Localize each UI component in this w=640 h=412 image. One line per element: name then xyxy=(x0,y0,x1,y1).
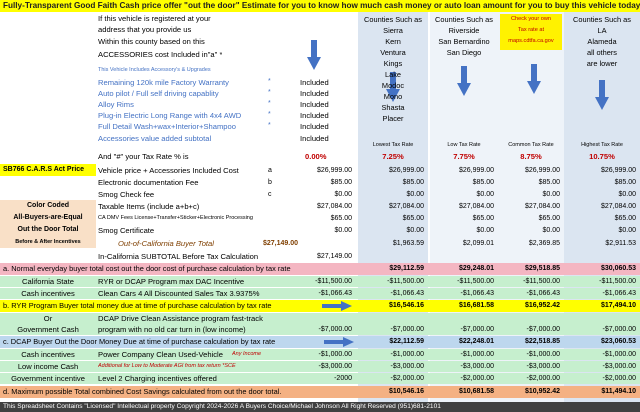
dcap-common: -$7,000.00 xyxy=(526,326,560,333)
cost-low: $0.00 xyxy=(476,227,494,234)
cost-label: Smog Check fee xyxy=(98,190,155,199)
section-a-label: a. Normal everyday buyer total cost out the door cost of purchase calculation by tax rate xyxy=(3,264,291,273)
gov-inc-highest: -$2,000.00 xyxy=(602,375,636,382)
cost-lowest: $0.00 xyxy=(406,227,424,234)
cost-highest: $65.00 xyxy=(614,215,636,222)
cash-inc-base: -$1,066.43 xyxy=(318,290,352,297)
cost-highest: $26,999.00 xyxy=(600,167,636,174)
section-c-label: c. DCAP Buyer Out the Door Money Due at time of purchase calculation by tax rate xyxy=(3,337,276,346)
rate-highest: 10.75% xyxy=(589,152,615,161)
cash-inc2-tag: Any Income xyxy=(232,351,262,357)
section-d-low: $10,681.58 xyxy=(458,388,494,395)
section-a-band xyxy=(0,263,640,275)
low-income-label: Additional for Low to Moderate AGI from tax return *SCE xyxy=(98,363,236,369)
out-of-ca-label: Out-of-California Buyer Total xyxy=(118,239,214,248)
cost-common: $85.00 xyxy=(538,179,560,186)
cost-highest: $85.00 xyxy=(614,179,636,186)
cost-lowest: $85.00 xyxy=(402,179,424,186)
accessory-star: * xyxy=(268,111,271,118)
arrow-down-icon xyxy=(527,64,541,94)
section-a-common: $29,518.85 xyxy=(524,265,560,272)
cost-row-taxable xyxy=(0,201,640,212)
cost-common: $27,084.00 xyxy=(524,203,560,210)
cash-incentives-row xyxy=(0,288,640,299)
accessory-name: Plug-in Electric Long Range with 4x4 AWD xyxy=(98,111,242,120)
cost-low: $85.00 xyxy=(472,179,494,186)
dcap-base: -$7,000.00 xyxy=(318,326,352,333)
tax-lowest: $1,963.59 xyxy=(392,240,424,247)
dcap-label-1: DCAP Drive Clean Assistance program fast-track xyxy=(98,314,263,323)
accessory-value: Included xyxy=(300,111,329,120)
cash-inc2-lowest: -$1,000.00 xyxy=(390,351,424,358)
cost-lowest: $0.00 xyxy=(406,191,424,198)
section-b-lowest: $16,546.16 xyxy=(388,302,424,309)
section-d-highest: $11,494.10 xyxy=(601,388,636,395)
ca-state-label: RYR or DCAP Program max DAC Incentive xyxy=(98,277,245,286)
accessory-star: * xyxy=(268,122,271,129)
gov-inc-left: Government incentive xyxy=(11,374,85,383)
section-a-lowest: $29,112.59 xyxy=(389,265,424,272)
cash-inc2-low: -$1,000.00 xyxy=(460,351,494,358)
cost-letter: a xyxy=(268,167,272,174)
arrow-down-icon xyxy=(307,40,321,70)
low-income-low: -$3,000.00 xyxy=(460,363,494,370)
cost-low: $26,999.00 xyxy=(458,167,494,174)
ca-state-highest: -$11,500.00 xyxy=(599,278,636,285)
out-of-ca-row xyxy=(0,238,640,249)
cost-low: $0.00 xyxy=(476,191,494,198)
out-of-ca-value: $27,149.00 xyxy=(262,240,298,247)
arrow-right-icon xyxy=(322,301,352,311)
tax-rate-value: 0.00% xyxy=(305,152,327,161)
dcap-row xyxy=(0,313,640,335)
section-c-lowest: $22,112.59 xyxy=(389,338,424,345)
section-b-band xyxy=(0,300,640,312)
accessory-name: Alloy Rims xyxy=(98,100,134,109)
color-coded-block: Color Coded All-Buyers-are-Equal Out the Door Total Before & After Incentives xyxy=(0,200,96,248)
rate-low: 7.75% xyxy=(453,152,475,161)
cost-label: Taxable Items (include a+b+c) xyxy=(98,202,200,211)
ca-state-lowest: -$11,500.00 xyxy=(387,278,424,285)
rate-label-lowest: Lowest Tax Rate xyxy=(372,142,414,148)
cost-highest: $0.00 xyxy=(618,227,636,234)
in-ca-label: In-California SUBTOTAL Before Tax Calculation xyxy=(98,252,259,261)
rate-label-common: Common Tax Rate xyxy=(508,142,554,148)
intro-line-3: Within this county based on this xyxy=(98,37,205,46)
in-ca-row xyxy=(0,251,640,262)
cash-inc-common: -$1,066.43 xyxy=(526,290,560,297)
includes-note: This Vehicle Includes Accessory's & Upgrades xyxy=(98,67,211,73)
accessory-name: Remaining 120k mile Factory Warranty xyxy=(98,78,229,87)
cost-highest: $27,084.00 xyxy=(600,203,636,210)
section-d-label: d. Maximum possible Total combined Cost Savings calculated from out the door total. xyxy=(3,387,282,396)
cash-inc-left: Cash incentives xyxy=(21,289,75,298)
cost-letter: b xyxy=(268,179,272,186)
cost-common: $26,999.00 xyxy=(524,167,560,174)
rate-common: 8.75% xyxy=(520,152,542,161)
accessory-value: Included xyxy=(300,134,329,143)
section-d-common: $10,952.42 xyxy=(524,388,560,395)
cash-inc-label: Clean Cars 4 All Discounted Sales Tax 3.9375% xyxy=(98,289,260,298)
cost-base: $26,999.00 xyxy=(316,167,352,174)
intro-line-2: address that you provide us xyxy=(98,25,192,34)
copyright-footer: This Spreadsheet Contains "Licensed" Intellectual property Copyright 2024-2026 A Buyers Choice/Michael Johnson All Right Reserved (951)681-2101 xyxy=(0,402,640,412)
cost-row-smog-cert xyxy=(0,225,640,236)
section-a-low: $29,248.01 xyxy=(458,265,494,272)
county-header-common: Check your own Tax rate at maps.cdtfa.ca.gov xyxy=(500,14,562,50)
low-income-row xyxy=(0,361,640,372)
ca-state-common: -$11,500.00 xyxy=(523,278,560,285)
cost-low: $65.00 xyxy=(472,215,494,222)
low-income-highest: -$3,000.00 xyxy=(602,363,636,370)
cash-incentives-2-row xyxy=(0,349,640,360)
cost-lowest: $27,084.00 xyxy=(388,203,424,210)
accessory-value: Included xyxy=(300,78,329,87)
gov-inc-base: -2000 xyxy=(334,375,352,382)
cost-row-vehicle xyxy=(0,165,640,176)
section-c-low: $22,248.01 xyxy=(458,338,494,345)
cost-base: $65.00 xyxy=(330,215,352,222)
ca-state-base: -$11,500.00 xyxy=(315,278,352,285)
gov-inc-common: -$2,000.00 xyxy=(526,375,560,382)
cost-base: $27,084.00 xyxy=(316,203,352,210)
accessory-value: Included xyxy=(300,100,329,109)
accessory-star: * xyxy=(268,100,271,107)
cost-base: $0.00 xyxy=(334,191,352,198)
section-b-label: b. RYR Program Buyer total money due at time of purchase calculation by tax rate xyxy=(3,301,272,310)
cash-inc2-left: Cash incentives xyxy=(21,350,75,359)
cash-inc2-base: -$1,000.00 xyxy=(318,351,352,358)
cost-common: $65.00 xyxy=(538,215,560,222)
cash-inc2-common: -$1,000.00 xyxy=(526,351,560,358)
dcap-left-1: Or xyxy=(43,314,53,323)
ca-state-left: California State xyxy=(22,277,74,286)
low-income-left: Low income Cash xyxy=(17,362,79,371)
county-header-lowest: Counties Such as Sierra Kern Ventura Kings Lake Modoc Mono Shasta Placer xyxy=(364,15,422,123)
section-b-common: $16,952.42 xyxy=(524,302,560,309)
cost-common: $0.00 xyxy=(542,227,560,234)
cash-inc2-highest: -$1,000.00 xyxy=(602,351,636,358)
dcap-left-2: Government Cash xyxy=(17,325,79,334)
cost-row-doc-fee xyxy=(0,177,640,188)
accessory-star: * xyxy=(268,78,271,85)
cost-label: Electronic documentation Fee xyxy=(98,178,199,187)
section-c-highest: $23,060.53 xyxy=(600,338,636,345)
ca-state-row xyxy=(0,276,640,287)
accessory-name: Auto pilot / Full self driving capablity xyxy=(98,89,219,98)
cost-highest: $0.00 xyxy=(618,191,636,198)
cash-inc-highest: -$1,066.43 xyxy=(602,290,636,297)
cash-inc2-label: Power Company Clean Used-Vehicle xyxy=(98,350,223,359)
cash-inc-low: -$1,066.43 xyxy=(460,290,494,297)
section-a-highest: $30,060.53 xyxy=(600,265,636,272)
cost-base: $0.00 xyxy=(334,227,352,234)
cost-letter: c xyxy=(268,191,272,198)
intro-line-4: ACCESSORIES cost Included in"a" * xyxy=(98,50,223,59)
tax-common: $2,369.85 xyxy=(528,240,560,247)
county-header-low: Counties Such as Riverside San Bernardino San Diego xyxy=(435,15,493,57)
section-c-band xyxy=(0,336,640,348)
cost-lowest: $26,999.00 xyxy=(388,167,424,174)
tax-rate-label: And "#" your Tax Rate % is xyxy=(98,152,189,161)
section-b-low: $16,681.58 xyxy=(458,302,494,309)
accessory-name: Full Detail Wash+wax+Interior+Shampoo xyxy=(98,122,236,131)
cost-low: $27,084.00 xyxy=(458,203,494,210)
low-income-lowest: -$3,000.00 xyxy=(390,363,424,370)
cost-label: Vehicle price + Accessories Included Cost xyxy=(98,166,239,175)
cost-lowest: $65.00 xyxy=(402,215,424,222)
tax-highest: $2,911.53 xyxy=(605,240,636,247)
low-income-base: -$3,000.00 xyxy=(318,363,352,370)
ca-state-low: -$11,500.00 xyxy=(457,278,494,285)
cost-row-smog-check xyxy=(0,189,640,200)
cost-common: $0.00 xyxy=(542,191,560,198)
cost-row-dmv xyxy=(0,213,640,224)
cost-label: Smog Certificate xyxy=(98,226,155,235)
dcap-low: -$7,000.00 xyxy=(460,326,494,333)
accessory-value: Included xyxy=(300,122,329,131)
county-header-highest: Counties Such as LA Alameda all others are lower xyxy=(573,15,631,68)
tax-low: $2,099.01 xyxy=(462,240,494,247)
rate-label-highest: Highest Tax Rate xyxy=(581,142,623,148)
accessory-star: * xyxy=(268,89,271,96)
section-d-lowest: $10,546.16 xyxy=(388,388,424,395)
arrow-down-icon xyxy=(457,66,471,96)
accessory-value: Included xyxy=(300,89,329,98)
arrow-right-icon xyxy=(324,337,354,347)
gov-incentive-row xyxy=(0,373,640,384)
section-b-highest: $17,494.10 xyxy=(600,302,636,309)
rate-lowest: 7.25% xyxy=(382,152,404,161)
cost-label: CA DMV Fees License+Transfer+Sticker+Electronic Processing xyxy=(98,215,253,221)
dcap-label-2: program with no old car turn in (low income) xyxy=(98,325,246,334)
arrow-down-icon xyxy=(595,80,609,110)
section-c-common: $22,518.85 xyxy=(524,338,560,345)
cost-base: $85.00 xyxy=(330,179,352,186)
gov-inc-lowest: -$2,000.00 xyxy=(390,375,424,382)
section-d-band xyxy=(0,386,640,398)
dcap-lowest: -$7,000.00 xyxy=(390,326,424,333)
cash-inc-lowest: -$1,066.43 xyxy=(390,290,424,297)
intro-line-1: If this vehicle is registered at your xyxy=(98,14,211,23)
gov-inc-low: -$2,000.00 xyxy=(460,375,494,382)
gov-inc-label: Level 2 Charging incentives offered xyxy=(98,374,217,383)
dcap-highest: -$7,000.00 xyxy=(602,326,636,333)
act-price-label: SB766 C.A.R.S Act Price xyxy=(0,164,96,176)
in-ca-value: $27,149.00 xyxy=(316,253,352,260)
page-title: Fully-Transparent Good Faith Cash price offer "out the door" Estimate for you to know how much cash money or auto loan amount for you to buy this vehicle today xyxy=(0,0,640,12)
rate-label-low: Low Tax Rate xyxy=(447,142,481,148)
accessory-name: Accessories value added subtotal xyxy=(98,134,212,143)
low-income-common: -$3,000.00 xyxy=(526,363,560,370)
